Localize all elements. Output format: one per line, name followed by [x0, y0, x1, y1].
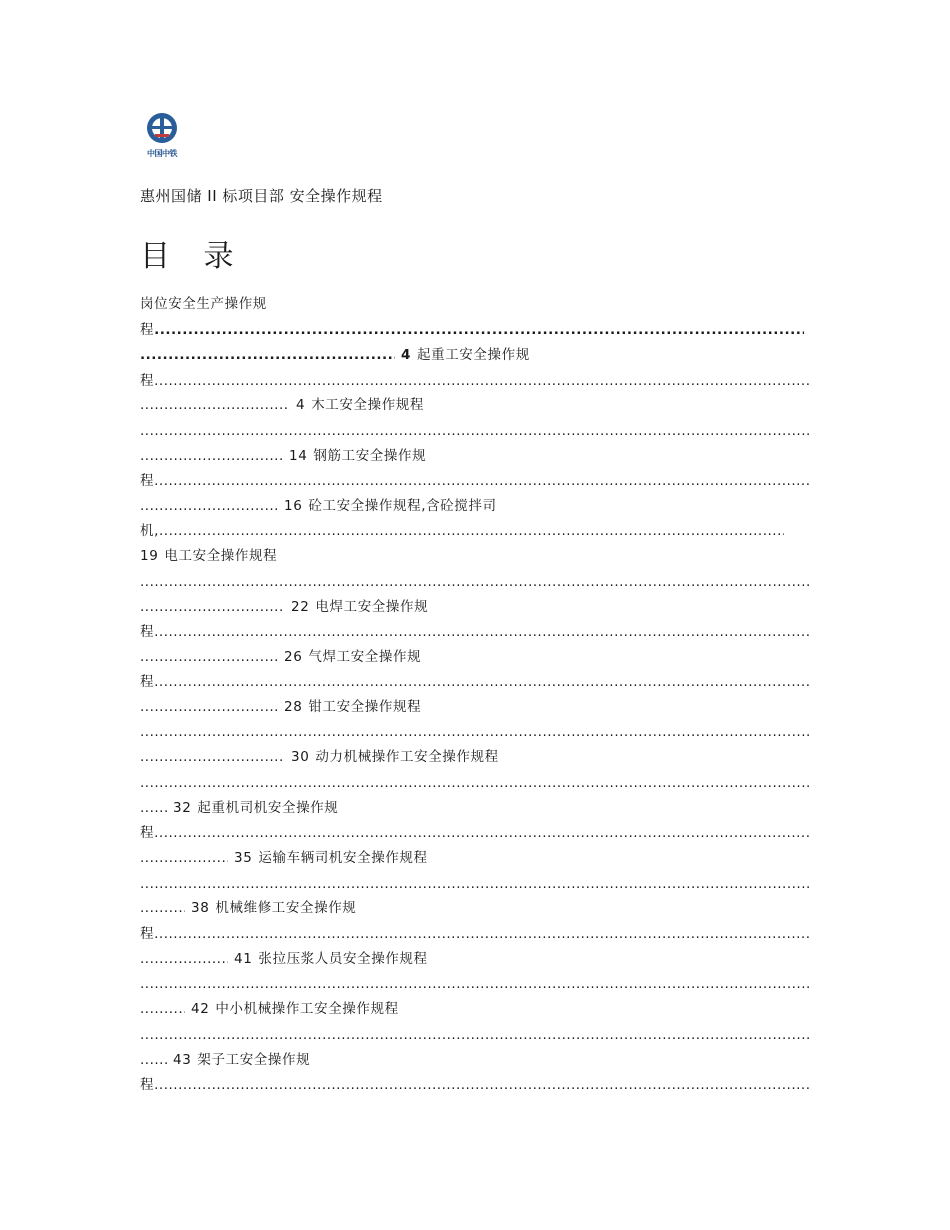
toc-line: [140, 848, 810, 868]
leader-dots: [154, 823, 809, 843]
toc-page-number: 32: [173, 800, 192, 816]
toc-line: [140, 747, 810, 767]
leader-dots: [140, 597, 285, 617]
toc-entry-label: 程: [140, 624, 155, 640]
leader-dots: [154, 924, 809, 944]
leader-dots: [154, 371, 809, 391]
toc-line: [140, 371, 810, 391]
toc-page-number: 35: [234, 850, 253, 866]
toc-entry-label[interactable]: 起重机司机安全操作规: [197, 800, 339, 816]
toc-entry-label[interactable]: 张拉压浆人员安全操作规程: [258, 951, 428, 967]
toc-page-number: 28: [284, 699, 303, 715]
toc-line: [140, 496, 810, 516]
toc-line: [140, 898, 810, 918]
toc-entry-label[interactable]: 中小机械操作工安全操作规程: [215, 1001, 399, 1017]
leader-dots: [140, 647, 278, 667]
toc-page-number: 30: [291, 749, 310, 765]
toc-line: [140, 572, 810, 592]
toc-line: [140, 949, 810, 969]
leader-dots: [140, 949, 228, 969]
toc-line: [140, 999, 810, 1019]
toc-entry-label: 程: [140, 473, 155, 489]
logo-caption: 中国中铁: [147, 149, 177, 158]
leader-dots: [140, 1025, 810, 1045]
leader-dots: [154, 672, 809, 692]
leader-dots: [140, 798, 167, 818]
leader-dots: [140, 773, 810, 793]
toc-line: [140, 294, 810, 314]
leader-dots: [159, 521, 784, 541]
toc-entry-label[interactable]: 木工安全操作规程: [311, 397, 425, 413]
toc-line: [140, 798, 810, 818]
leader-dots: [140, 697, 278, 717]
toc-entry-label[interactable]: 岗位安全生产操作规: [140, 296, 267, 312]
toc-entry-label[interactable]: 架子工安全操作规: [197, 1052, 311, 1068]
toc-line: [140, 521, 810, 541]
leader-dots: [140, 999, 185, 1019]
toc-entry-label: 程: [140, 674, 155, 690]
leader-dots: [140, 421, 810, 441]
toc-line: [140, 597, 810, 617]
leader-dots: [140, 898, 185, 918]
toc-entry-label: 程: [140, 825, 155, 841]
toc-line: [140, 546, 810, 566]
toc-title: 目 录: [140, 239, 246, 274]
toc-entry-label[interactable]: 气焊工安全操作规: [308, 649, 422, 665]
toc-page-number: 4: [296, 397, 306, 413]
leader-dots: [140, 446, 283, 466]
leader-dots: [140, 1050, 167, 1070]
toc-line: [140, 1075, 810, 1095]
toc-line: [140, 622, 810, 642]
toc-line: [140, 1025, 810, 1045]
toc-line: [140, 722, 810, 742]
leader-dots: [140, 395, 290, 415]
toc-page-number: 41: [234, 951, 253, 967]
toc-page-number: 42: [191, 1001, 210, 1017]
toc-line: [140, 697, 810, 717]
toc-entry-label[interactable]: 钢筋工安全操作规: [313, 448, 427, 464]
toc-line: [140, 345, 810, 365]
toc-page-number: 22: [291, 599, 310, 615]
toc-line: [140, 823, 810, 843]
toc-entry-label: 程: [140, 1077, 155, 1093]
toc-page-number: 19: [140, 548, 159, 564]
leader-dots: [154, 1075, 809, 1095]
toc-entry-label: 机,: [140, 523, 159, 539]
toc-entry-label: 程: [140, 322, 155, 338]
toc-line: [140, 320, 810, 340]
toc-line: [140, 1050, 810, 1070]
toc-page-number: 26: [284, 649, 303, 665]
toc-page-number: 43: [173, 1052, 192, 1068]
leader-dots: [140, 974, 810, 994]
toc-entry-label: 程: [140, 373, 155, 389]
toc-entry-label[interactable]: 动力机械操作工安全操作规程: [315, 749, 499, 765]
toc-line: [140, 924, 810, 944]
leader-dots: [140, 572, 810, 592]
leader-dots: [154, 622, 809, 642]
leader-dots: [154, 320, 804, 340]
toc-entry-label: 程: [140, 926, 155, 942]
toc-entry-label[interactable]: 运输车辆司机安全操作规程: [258, 850, 428, 866]
leader-dots: [140, 496, 278, 516]
toc-entry-label[interactable]: 砼工安全操作规程,含砼搅拌司: [308, 498, 497, 514]
leader-dots: [140, 848, 228, 868]
leader-dots: [140, 747, 285, 767]
toc-line: [140, 773, 810, 793]
toc-line: [140, 421, 810, 441]
toc-entry-label[interactable]: 电焊工安全操作规: [315, 599, 429, 615]
leader-dots: [154, 471, 809, 491]
leader-dots: [140, 345, 395, 365]
leader-dots: [140, 874, 810, 894]
toc-line: [140, 672, 810, 692]
toc-entry-label[interactable]: 机械维修工安全操作规: [215, 900, 357, 916]
toc-page-number: 38: [191, 900, 210, 916]
toc-page-number: 14: [289, 448, 308, 464]
toc-line: [140, 974, 810, 994]
toc-entry-label[interactable]: 起重工安全操作规: [417, 347, 530, 363]
toc-page-number: 4: [401, 347, 411, 363]
toc-line: [140, 395, 810, 415]
toc-line: [140, 647, 810, 667]
toc-page-number: 16: [284, 498, 303, 514]
toc-line: [140, 446, 810, 466]
document-header: 惠州国储 II 标项目部 安全操作规程: [140, 187, 383, 205]
toc-line: [140, 874, 810, 894]
toc-line: [140, 471, 810, 491]
leader-dots: [140, 722, 810, 742]
toc-entry-label[interactable]: 钳工安全操作规程: [308, 699, 422, 715]
toc-entry-label[interactable]: 电工安全操作规程: [164, 548, 278, 564]
